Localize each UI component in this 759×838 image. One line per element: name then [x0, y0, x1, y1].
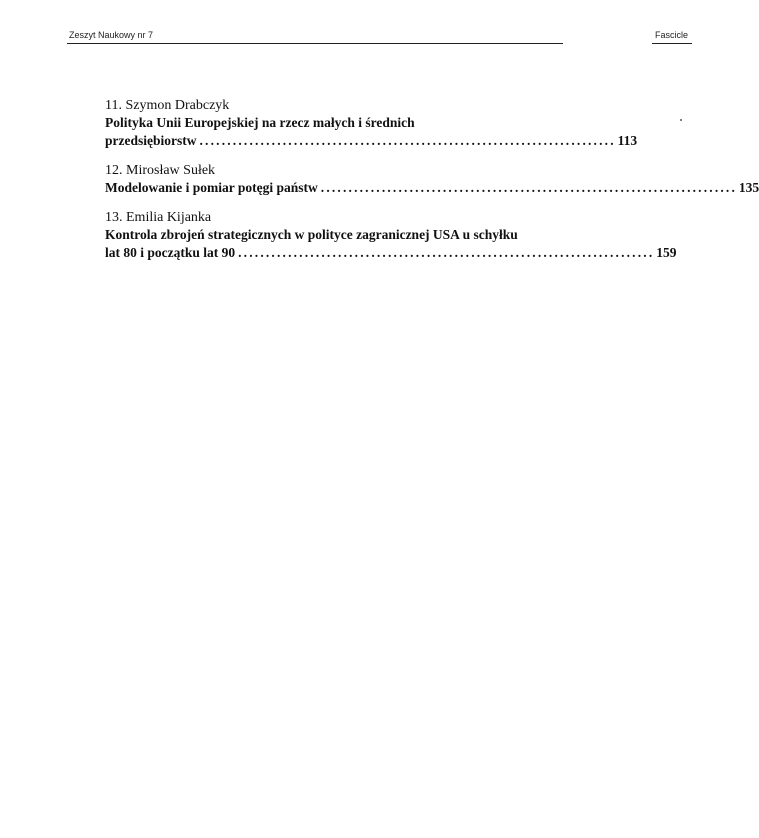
- toc-entry-title-end: lat 80 i początku lat 90: [105, 245, 236, 260]
- running-head-right: Fascicle: [655, 30, 689, 40]
- toc-entry-page-number: 159: [656, 245, 677, 260]
- dot-leader: [321, 179, 735, 197]
- toc-entry-title-end: Modelowanie i pomiar potęgi państw: [105, 180, 318, 195]
- toc-entry-title-line: Kontrola zbrojeń strategicznych w polityce zagranicznej USA u schyłku: [105, 227, 518, 242]
- header-rule-right: [652, 43, 692, 44]
- header-rule-left: [67, 43, 563, 44]
- toc-entry-leader-line: [105, 244, 677, 262]
- toc-entry-author: 12. Mirosław Sułek: [105, 163, 216, 178]
- stray-mark: [680, 119, 682, 121]
- dot-leader: [238, 244, 652, 262]
- toc-entry-13: [105, 209, 677, 262]
- table-of-contents: [105, 97, 759, 274]
- dot-leader: [200, 132, 614, 150]
- running-head-left: Zeszyt Naukowy nr 7: [69, 30, 154, 40]
- toc-entry-title-line: Polityka Unii Europejskiej na rzecz małych i średnich: [105, 115, 415, 130]
- toc-entry-author: 13. Emilia Kijanka: [105, 210, 212, 225]
- toc-entry-leader-line: [105, 132, 638, 150]
- toc-entry-page-number: 135: [738, 180, 759, 195]
- toc-entry-leader-line: [105, 179, 759, 197]
- toc-entry-title-end: przedsiębiorstw: [105, 133, 197, 148]
- toc-entry-11: [105, 97, 638, 150]
- toc-entry-page-number: 113: [617, 133, 638, 148]
- toc-entry-12: [105, 162, 759, 197]
- toc-entry-author: 11. Szymon Drabczyk: [105, 98, 230, 113]
